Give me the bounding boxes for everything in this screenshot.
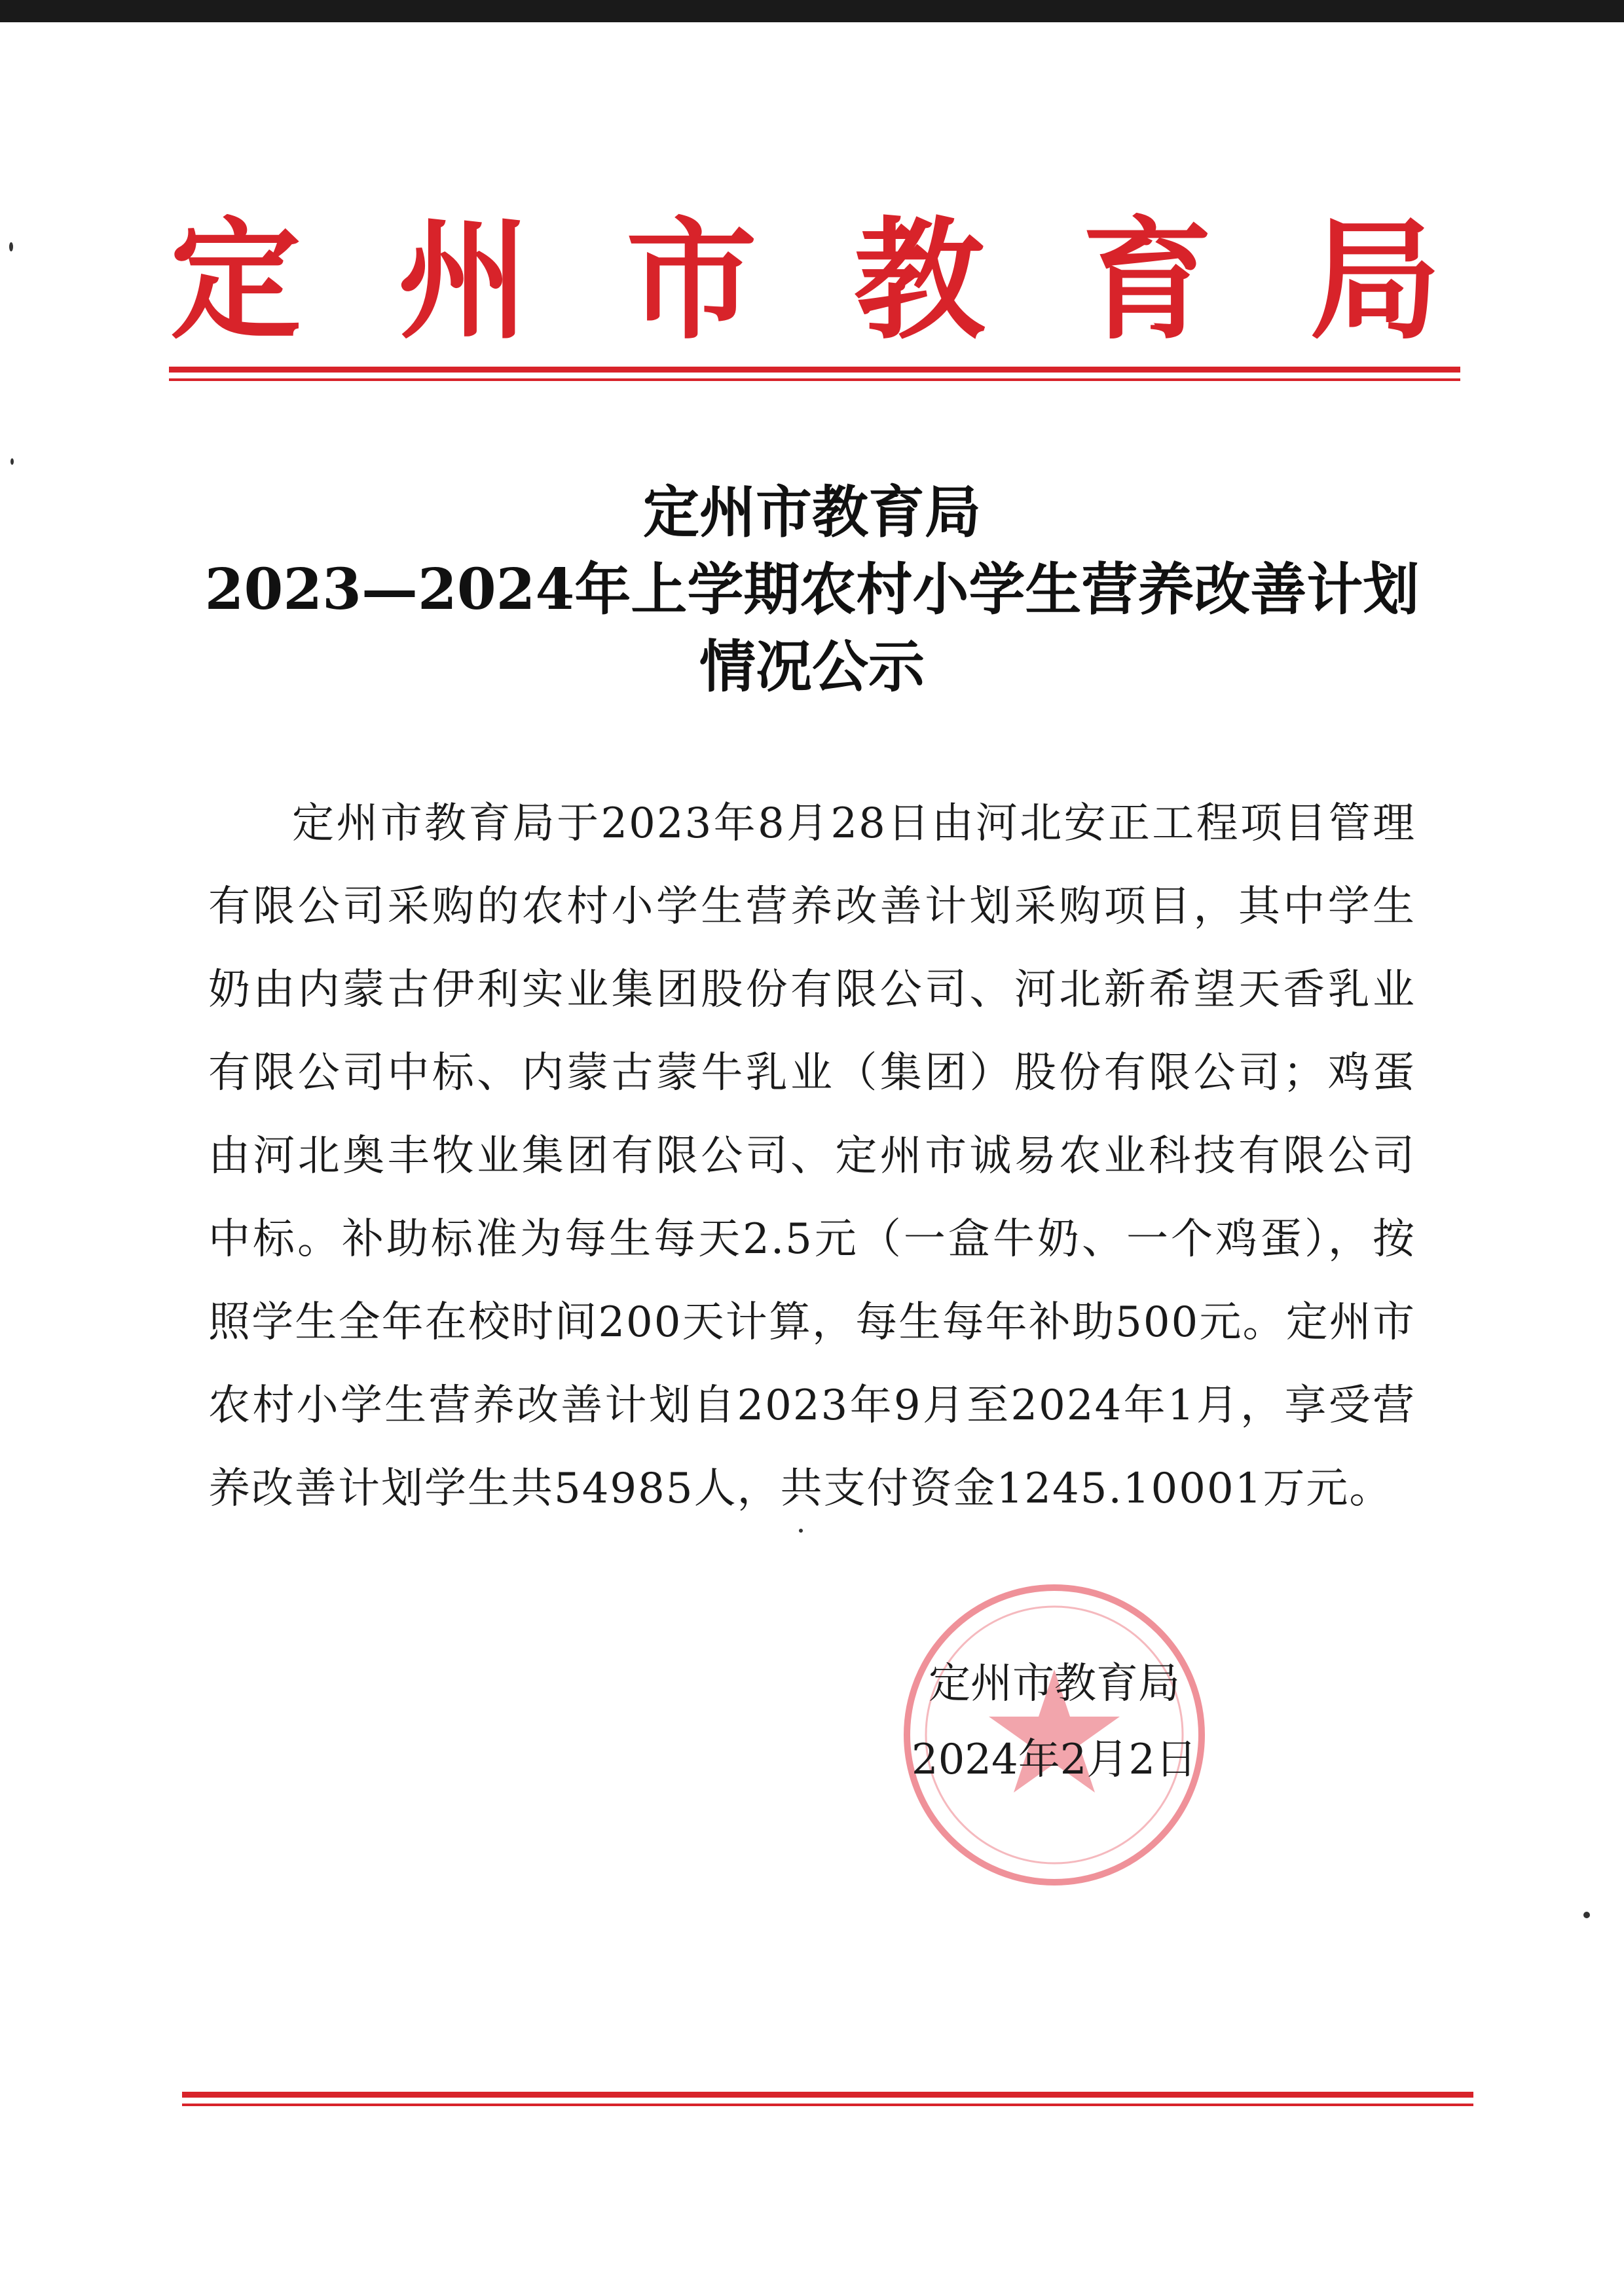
signature-org: 定州市教育局 [929,1660,1180,1708]
doc-title-line2: 2023—2024年上学期农村小学生营养改善计划 [204,556,1420,623]
footer-rule-thick [182,2092,1473,2098]
scan-speck [9,242,13,251]
letterhead-rule-thin [169,378,1460,381]
scan-speck [10,458,14,465]
scan-speck [799,1529,803,1533]
doc-title-line3: 情况公示 [699,634,925,700]
scan-edge-bar [0,0,1624,22]
scan-speck [1583,1912,1590,1918]
notice-body-paragraph: 定州市教育局于2023年8月28日由河北安正工程项目管理有限公司采购的农村小学生营养改善计划采购项目，其中学生奶由内蒙古伊利实业集团股份有限公司、河北新希望天香乳业有限公司中标、内蒙古蒙牛乳业（集团）股份有限公司；鸡蛋由河北奥丰牧业集团有限公司、定州市诚易农业科技有限公司中标。补助标准为每生每天2.5元（一盒牛奶、一个鸡蛋），按照学生全年在校时间200天计算，每生每年补助500元。定州市农村小学生营养改善计划自2023年9月至2024年1月，享受营养改善计划学生共54985人，共支付资金1245.10001万元。 [208,799,1416,1513]
doc-title-line1: 定州市教育局 [643,479,981,545]
star-seal-icon [910,1591,1198,1879]
official-seal [904,1584,1205,1886]
footer-rule-thin [182,2104,1473,2106]
letterhead-rule-thick [169,367,1460,373]
letterhead-org-name: 定州市教育局 [170,205,1538,357]
signature-date: 2024年2月2日 [911,1736,1198,1784]
